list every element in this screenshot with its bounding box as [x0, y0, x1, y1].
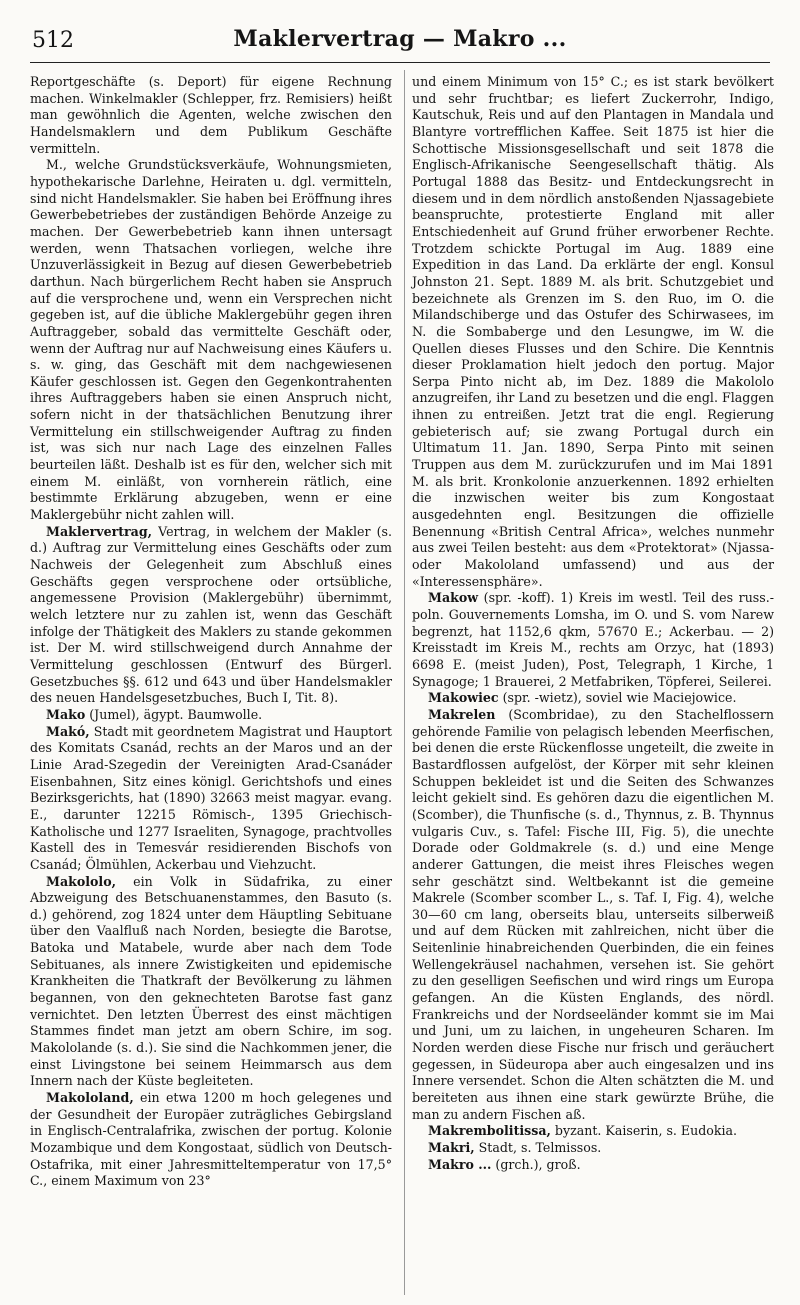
entry-text: Stadt mit geordnetem Magistrat und Hauptort des Komitats Csanád, rechts an der Maros und an der Linie Arad-Szegedin der Vereinigten Arad-Csanáder Eisenbahnen, Sitz eines königl. Gerichtshofs und eines Bezirksgerichts, hat (1890) 32663 meist magyar. evang. E., darunter 12215 Römisch-, 1395 Griechisch-Katholische und 1277 Israeliten, Synagoge, prachtvolles Kastell des in Temesvár residierenden Bischofs von Csanád; Ölmühlen, Ackerbau und Viehzucht. [30, 723, 392, 872]
entry-headword: Makrembolitissa, [428, 1123, 551, 1139]
entry-headword: Makó, [46, 723, 90, 739]
entry-headword: Makowiec [428, 690, 499, 706]
entry-headword: Maklervertrag, [46, 523, 153, 539]
entry-makrembolitissa [412, 1123, 774, 1140]
entry-headword: Makow [428, 590, 479, 606]
entry-text: ein Volk in Südafrika, zu einer Abzweigung des Betschuanenstammes, den Basuto (s. d.) gehörend, zog 1824 unter dem Häuptling Sebituane über den Vaalfluß nach Norden, besiegte die Barotse, Batoka und Matabele, wurde aber nach dem Tode Sebituanes, als innere Zwistigkeiten und epidemische Krankheiten die Thatkraft der Bevölkerung zu lähmen begannen, von den geknechteten Barotse fast ganz vernichtet. Den letzten Überrest des einst mächtigen Stammes findet man jetzt am obern Schire, im sog. Makololande (s. d.). Sie sind die Nachkommen jener, die einst Livingstone bei seinem Heimmarsch aus dem Innern nach der Küste begleiteten. [30, 873, 392, 1089]
entry-headword: Makololand, [46, 1090, 134, 1106]
entry-continuation [412, 74, 774, 590]
entry-makrelen [412, 707, 774, 1123]
entry-mako-stadt [30, 724, 392, 874]
entry-mako [30, 707, 392, 724]
entry-makri [412, 1140, 774, 1157]
entry-text: byzant. Kaiserin, s. Eudokia. [554, 1123, 738, 1139]
entry-text: Reportgeschäfte (s. Deport) für eigene Rechnung machen. Winkelmakler (Schlepper, frz. Remisiers) heißt man gewöhnlich die Agenten, welche zwischen den Handelsmaklern und dem Publikum Geschäfte vermitteln. [30, 74, 392, 156]
left-column [30, 74, 392, 1190]
right-column [412, 74, 774, 1173]
entry-makololand [30, 1090, 392, 1190]
entry-text: Stadt, s. Telmissos. [478, 1140, 602, 1155]
entry-headword: Makololo, [46, 873, 116, 889]
entry-maklervertrag [30, 524, 392, 707]
entry-continuation [30, 74, 392, 157]
entry-headword: Makrelen [428, 706, 496, 722]
entry-text: (Scombridae), zu den Stachelflossern gehörende Familie von pelagisch lebenden Meerfischen, bei denen die erste Rückenflosse ungeteilt, die zweite in Bastardflossen aufgelöst, der Körper mit sehr kleinen Schuppen bekleidet ist und die Seiten des Schwanzes leicht gekielt sind. Es gehören dazu die eigentlichen M. (Scomber), die Thunfische (s. d., Thynnus, z. B. Thynnus vulgaris Cuv., s. Tafel: Fische III, Fig. 5), die unechte Dorade oder Goldmakrele (s. d.) und eine Menge anderer Gattungen, die meist ihres Fleisches wegen sehr geschätzt sind. Weltbekannt ist die gemeine Makrele (Scomber scomber L., s. Taf. I, Fig. 4), welche 30—60 cm lang, oberseits blau, unterseits silberweiß und auf dem Rücken mit zahlreichen, nicht über die Seitenlinie hinabreichenden Querbinden, die ein feines Wellengekräusel nachahmen, versehen ist. Sie gehört zu den geselligen Seefischen und wird rings um Europa gefangen. An die Küsten Englands, des nördl. Frankreichs und der Nordseeländer kommt sie im Mai und Juni, um zu laichen, in ungeheuren Scharen. Im Norden werden diese Fische nur frisch und geräuchert gegessen, in Südeuropa aber auch eingesalzen und ins Innere versendet. Schon die Alten schätzten die M. und bereiteten aus ihnen eine stark gewürzte Brühe, die man zu andern Fischen aß. [412, 706, 774, 1122]
page-number: 512 [32, 28, 74, 53]
entry-headword: Mako [46, 706, 86, 722]
running-title: Maklervertrag — Makro ... [233, 26, 567, 52]
entry-makololo [30, 874, 392, 1091]
entry-paragraph [30, 157, 392, 523]
page-header [30, 22, 770, 63]
entry-text: und einem Minimum von 15° C.; es ist stark bevölkert und sehr fruchtbar; es liefert Zuckerrohr, Indigo, Kautschuk, Reis und auf den Plantagen in Mandala und Blantyre vortrefflichen Kaffee. Seit 1875 ist hier die Schottische Missionsgesellschaft und seit 1878 die Englisch-Afrikanische Seengesellschaft thätig. Als Portugal 1888 das Besitz- und Entdeckungsrecht in diesem und in dem nördlich anstoßenden Njassagebiete beanspruchte, protestierte England mit aller Entschiedenheit auf Grund früher erworbener Rechte. Trotzdem schickte Portugal im Aug. 1889 eine Expedition in das Land. Da erklärte der engl. Konsul Johnston 21. Sept. 1889 M. als brit. Schutzgebiet und bezeichnete als Grenzen im S. den Ruo, im O. die Milandschiberge und das Ostufer des Schirwasees, im N. die Sombaberge und den Lesungwe, im W. die Quellen dieses Flusses und den Schire. Die Kenntnis dieser Proklamation hielt jedoch den portug. Major Serpa Pinto nicht ab, im Dez. 1889 die Makololo anzugreifen, ihr Land zu besetzen und die engl. Flaggen ihnen zu entreißen. Jetzt trat die engl. Regierung gebieterisch auf; sie zwang Portugal durch ein Ultimatum 11. Jan. 1890, Serpa Pinto mit seinen Truppen aus dem M. zurückzurufen und im Mai 1891 M. als brit. Kronkolonie anzuerkennen. 1892 erhielten die inzwischen weiter bis zum Kongostaat ausgedehnten engl. Besitzungen die offizielle Benennung «British Central Africa», welches nunmehr aus zwei Teilen besteht: aus dem «Protektorat» (Njassa- oder Makololand umfassend) und aus der «Interessensphäre». [412, 74, 774, 589]
entry-text: Vertrag, in welchem der Makler (s. d.) Auftrag zur Vermittelung eines Geschäfts oder zum Nachweis der Gelegenheit zum Abschluß eines Geschäfts gegen versprochene oder ortsübliche, angemessene Provision (Maklergebühr) übernimmt, welch letztere nur zu zahlen ist, wenn das Geschäft infolge der Thätigkeit des Maklers zu stande gekommen ist. Der M. wird stillschweigend durch Annahme der Vermittelung geschlossen (Entwurf des Bürgerl. Gesetzbuches §§. 612 und 643 und über Handelsmakler des neuen Handelsgesetzbuches, Buch I, Tit. 8). [30, 523, 392, 706]
entry-text: (spr. -koff). 1) Kreis im westl. Teil des russ.-poln. Gouvernements Lomsha, im O. und S. vom Narew begrenzt, hat 1152,6 qkm, 57670 E.; Ackerbau. — 2) Kreisstadt im Kreis M., rechts am Orzyc, hat (1893) 6698 E. (meist Juden), Post, Telegraph, 1 Kirche, 1 Synagoge; 1 Brauerei, 2 Metfabriken, Töpferei, Seilerei. [412, 590, 774, 689]
entry-headword: Makri, [428, 1140, 475, 1155]
entry-text: ein etwa 1200 m hoch gelegenes und der Gesundheit der Europäer zuträgliches Gebirgsland in Englisch-Centralafrika, zwischen der portug. Kolonie Mozambique und dem Kongostaat, südlich von Deutsch-Ostafrika, mit einer Jahresmitteltemperatur von 17,5° C., einem Maximum von 23° [30, 1090, 392, 1189]
entry-text: (grch.), groß. [495, 1156, 581, 1172]
entry-text: (Jumel), ägypt. Baumwolle. [89, 706, 263, 722]
entry-makowiec [412, 690, 774, 707]
entry-headword: Makro ... [428, 1156, 492, 1172]
column-divider [404, 70, 405, 1295]
entry-makow [412, 590, 774, 690]
entry-text: M., welche Grundstücksverkäufe, Wohnungsmieten, hypothekarische Darlehne, Heiraten u. dgl. vermitteln, sind nicht Handelsmakler. Sie haben bei Eröffnung ihres Gewerbebetriebes der zuständigen Behörde Anzeige zu machen. Der Gewerbebetrieb kann ihnen untersagt werden, wenn Thatsachen vorliegen, welche ihre Unzuverlässigkeit in Bezug auf diesen Gewerbebetrieb darthun. Nach bürgerlichem Recht haben sie Anspruch auf die versprochene und, wenn ein Versprechen nicht gegeben ist, auf die übliche Maklergebühr gegen ihren Auftraggeber, sobald das vermittelte Geschäft oder, wenn der Auftrag nur auf Nachweisung eines Käufers u. s. w. ging, das Geschäft mit dem nachgewiesenen Käufer geschlossen ist. Gegen den Gegenkontrahenten ihres Auftraggebers haben sie einen Anspruch nicht, sofern nicht in der thatsächlichen Benutzung ihrer Vermittelung ein stillschweigender Auftrag zu finden ist, was sich nur nach Lage des einzelnen Falles beurteilen läßt. Deshalb ist es für den, welcher sich mit einem M. einläßt, von vornherein rätlich, eine bestimmte Erklärung abzugeben, wenn er eine Maklergebühr nicht zahlen will. [30, 157, 392, 523]
entry-makro [412, 1157, 774, 1174]
entry-text: (spr. -wietz), soviel wie Maciejowice. [502, 690, 737, 706]
